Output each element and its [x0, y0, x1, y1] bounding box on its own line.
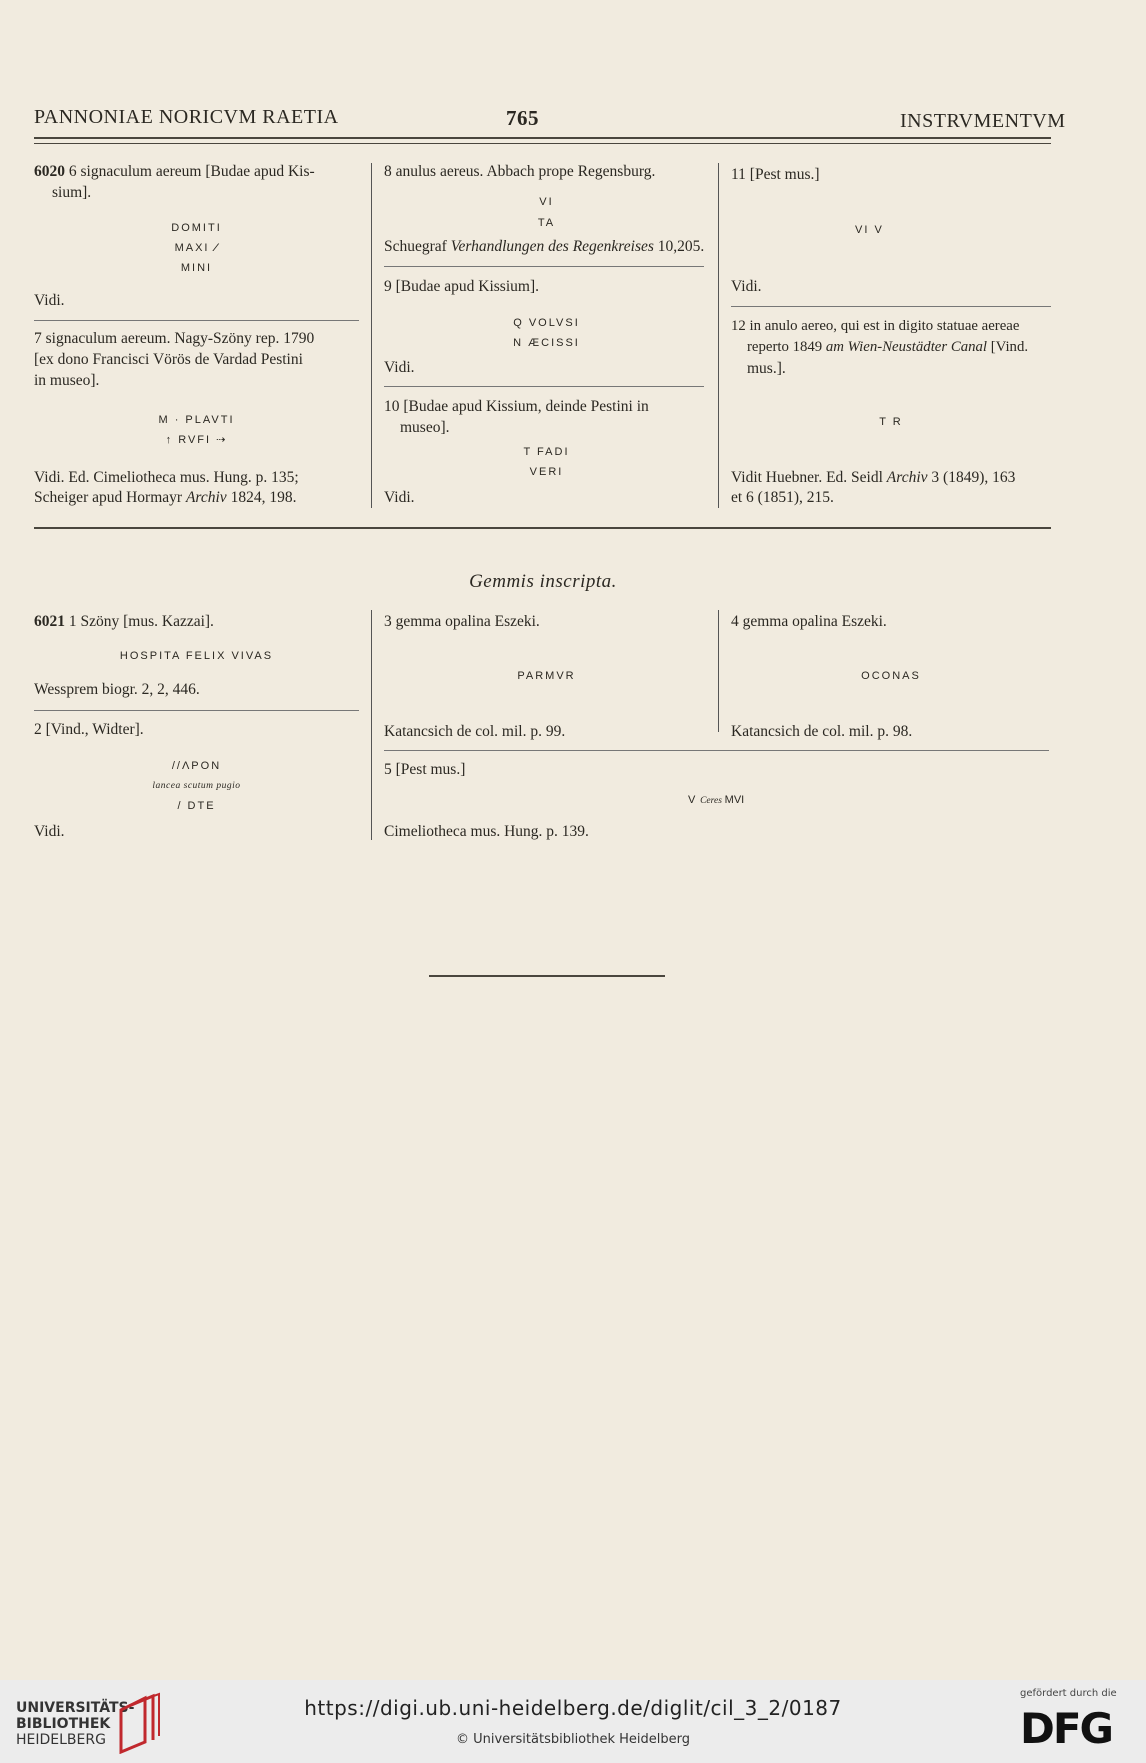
copyright-notice: © Universitätsbibliothek Heidelberg [455, 1732, 690, 1747]
inscription-line: //ΛPON [171, 760, 222, 772]
vidi-note: Vidi. [384, 359, 415, 376]
reference: Vidi. Ed. Cimeliotheca mus. Hung. p. 135; [34, 469, 299, 486]
inscription-line: HOSPITA FELIX VIVAS [119, 650, 274, 662]
permalink-url[interactable]: https://digi.ub.uni-heidelberg.de/diglit/cil_3_2/0187 [304, 1696, 842, 1720]
vidi-note: Vidi. [34, 823, 65, 840]
entry-separator [384, 266, 704, 267]
entry-text: 8 anulus aereus. Abbach prope Regensburg. [384, 163, 656, 180]
catalog-number: 6020 [34, 163, 65, 180]
entry-separator [731, 306, 1051, 307]
inscription-line: MAXI ⁄ [174, 242, 219, 254]
column-divider [371, 163, 372, 508]
arrow-right-icon: ⇢ [216, 434, 228, 446]
entry-text: 3 gemma opalina Eszeki. [384, 613, 540, 630]
inscription-line: N ÆCISSI [513, 337, 580, 349]
entry-text: 9 [Budae apud Kissium]. [384, 278, 539, 295]
column-divider [718, 610, 719, 732]
inscription-line: T FADI [523, 446, 570, 458]
inscription-line: TA [537, 217, 556, 229]
inscription-line: M · PLAVTI [158, 414, 235, 426]
reference: Schuegraf Verhandlungen des Regenkreises 10,205. [384, 238, 705, 255]
reference: Wessprem biogr. 2, 2, 446. [34, 681, 200, 698]
vidi-note: Vidi. [731, 278, 762, 295]
entry-text: in museo]. [34, 372, 100, 389]
section-rule [34, 527, 1051, 529]
entry-text: [ex dono Francisci Vörös de Vardad Pestini [34, 351, 303, 368]
entry-text: reperto 1849 am Wien-Neustädter Canal [Vind. [747, 339, 1029, 355]
reference: Scheiger apud Hormayr Archiv 1824, 198. [34, 489, 297, 506]
page-number: 765 [506, 106, 539, 130]
leaf-icon: ⁄ [214, 242, 219, 254]
header-rule-thin [34, 143, 1051, 144]
entry-text: museo]. [400, 419, 450, 436]
reference: Katancsich de col. mil. p. 99. [384, 723, 566, 740]
inscription-line: T R [879, 416, 903, 428]
funded-by-label: gefördert durch die [1020, 1688, 1117, 1699]
inscription-line: OCONAS [861, 670, 921, 682]
inscription-line: ↑ RVFI ⇢ [165, 434, 228, 446]
dfg-logo: DFG [1020, 1704, 1113, 1753]
entry-text: 5 [Pest mus.] [384, 761, 466, 778]
inscription-line: VERI [529, 466, 564, 478]
inscription-line: MINI [180, 262, 213, 274]
column-divider [718, 163, 719, 508]
vidi-note: Vidi. [34, 292, 65, 309]
entry-6021-1: 6021 1 Szöny [mus. Kazzai]. [34, 613, 214, 630]
entry-separator [384, 750, 1049, 751]
inscription-line: Q VOLVSI [513, 317, 580, 329]
entry-6020-6: 6020 6 signaculum aereum [Budae apud Kis- [34, 163, 315, 180]
entry-text: 2 [Vind., Widter]. [34, 721, 144, 738]
running-head-left: PANNONIAE NORICVM RAETIA [34, 106, 339, 128]
inscription-line: V Ceres MVI [688, 794, 745, 806]
inscription-line: DOMITI [171, 222, 222, 234]
inscription-line: / DTE [177, 800, 216, 812]
catalog-number: 6021 [34, 613, 65, 630]
entry-text: mus.]. [747, 360, 786, 377]
inscription-line: VI V [855, 224, 884, 236]
arrow-up-icon: ↑ [165, 434, 174, 446]
entry-text: sium]. [52, 184, 92, 201]
reference: Cimeliotheca mus. Hung. p. 139. [384, 823, 589, 840]
inscription-line: VI [539, 196, 554, 208]
section-title: Gemmis inscripta. [469, 571, 617, 592]
entry-text: 4 gemma opalina Eszeki. [731, 613, 887, 630]
column-divider [371, 610, 372, 840]
inscription-line: PARMVR [517, 670, 576, 682]
entry-text: 7 signaculum aereum. Nagy-Szöny rep. 1790 [34, 330, 315, 347]
vidi-note: Vidi. [384, 489, 415, 506]
entry-separator [34, 710, 359, 711]
inscription-annotation: lancea scutum pugio [152, 781, 241, 791]
reference: Vidit Huebner. Ed. Seidl Archiv 3 (1849), 163 [731, 469, 1016, 486]
library-logo-text: UNIVERSITÄTS- BIBLIOTHEK HEIDELBERG [16, 1700, 135, 1748]
header-rule [34, 137, 1051, 139]
running-head-right: INSTRVMENTVM [900, 110, 1066, 132]
entry-text: 10 [Budae apud Kissium, deinde Pestini in [384, 398, 649, 415]
closing-rule [429, 975, 665, 977]
viewer-footer [0, 1680, 1146, 1763]
entry-separator [384, 386, 704, 387]
reference: et 6 (1851), 215. [731, 489, 834, 506]
entry-separator [34, 320, 359, 321]
entry-text: 12 in anulo aereo, qui est in digito statuae aereae [731, 318, 1020, 334]
reference: Katancsich de col. mil. p. 98. [731, 723, 913, 740]
entry-text: 11 [Pest mus.] [731, 166, 820, 183]
